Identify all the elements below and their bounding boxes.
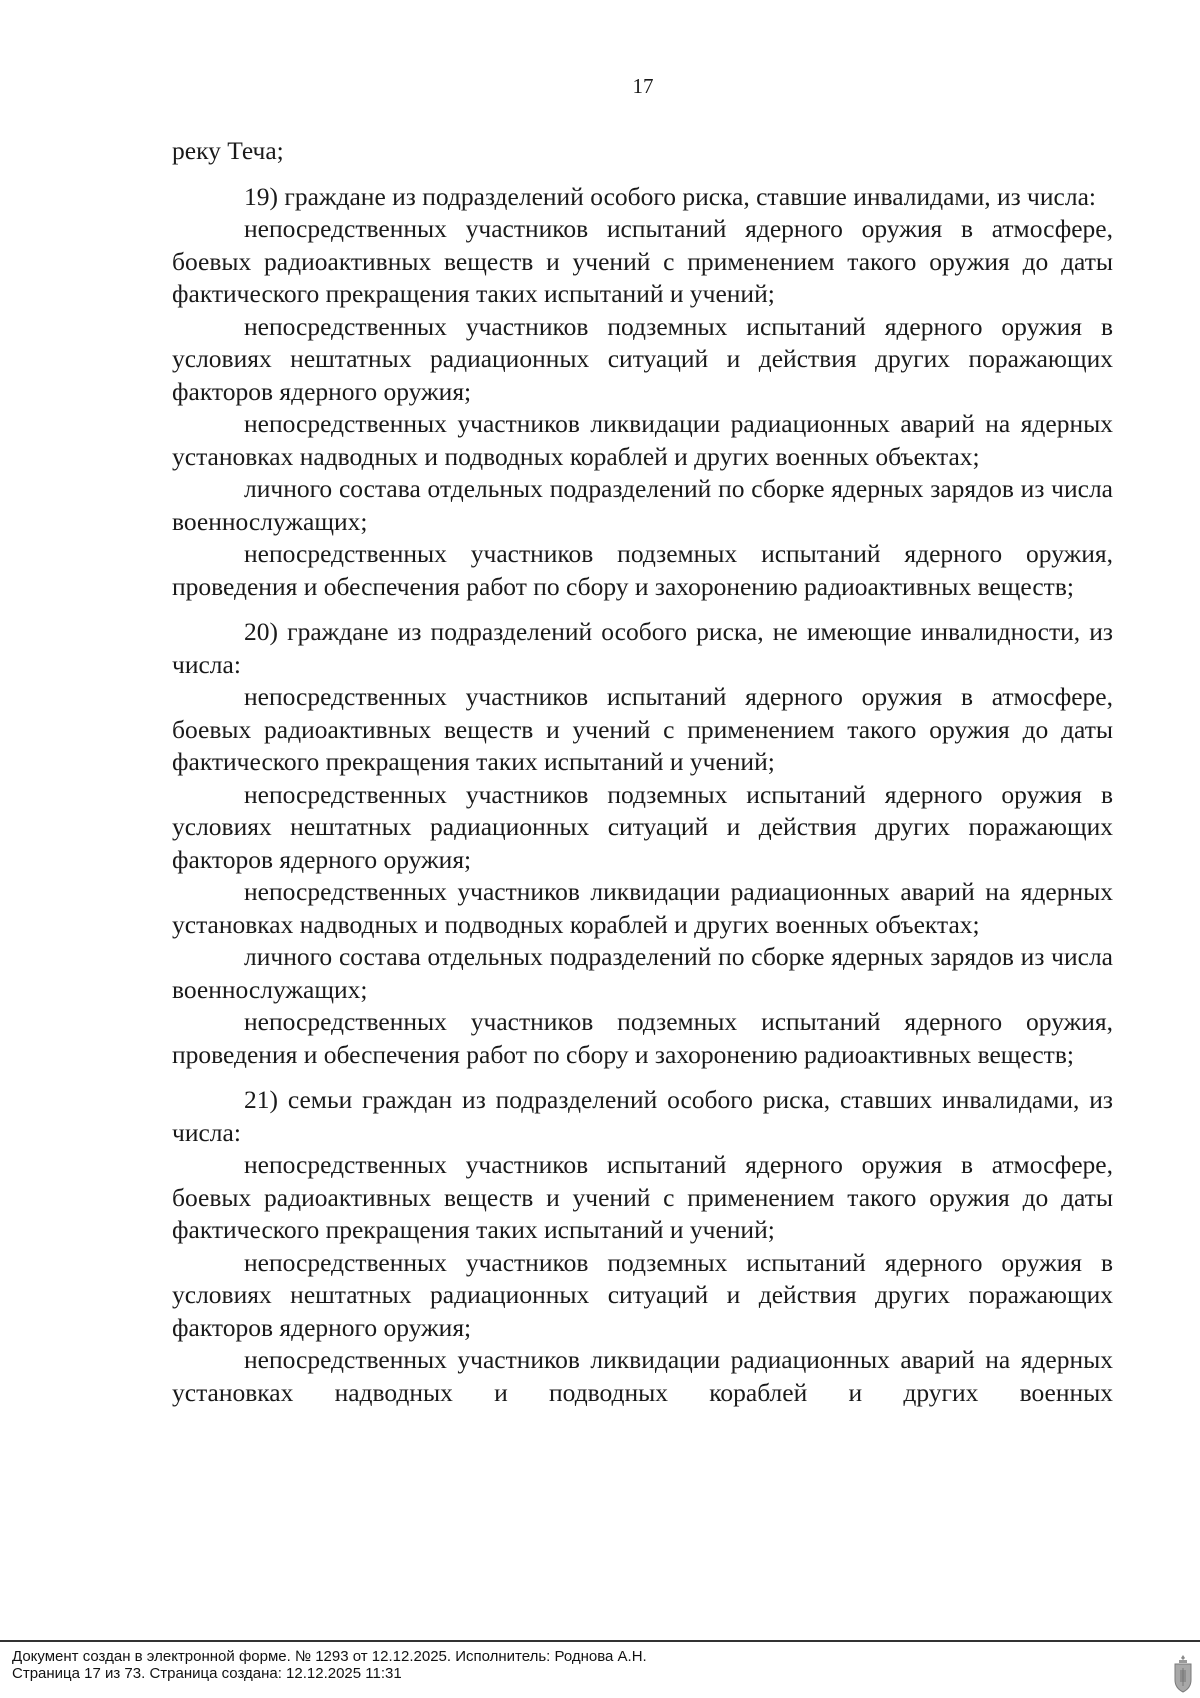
footer-document-info: Документ создан в электронной форме. № 1293 от 12.12.2025. Исполнитель: Роднова А.Н. — [12, 1648, 647, 1665]
paragraph: непосредственных участников испытаний ядерного оружия в атмосфере, боевых радиоактивных веществ и учений с применением такого оружия до даты фактического прекращения таких испытаний и учений; — [172, 682, 1113, 776]
coat-of-arms-icon — [1172, 1654, 1194, 1694]
paragraph: непосредственных участников ликвидации радиационных аварий на ядерных установках надводных и подводных кораблей и других военных объектах; — [172, 877, 1113, 939]
document-footer — [12, 1648, 1162, 1682]
paragraph: непосредственных участников подземных испытаний ядерного оружия в условиях нештатных радиационных ситуаций и действия других поражающих факторов ядерного оружия; — [172, 311, 1113, 406]
footer-page-info: Страница 17 из 73. Страница создана: 12.12.2025 11:31 — [12, 1665, 402, 1682]
paragraph: 19) граждане из подразделений особого риска, ставшие инвалидами, из числа: — [244, 181, 1096, 211]
paragraph: непосредственных участников ликвидации радиационных аварий на ядерных установках надводных и подводных кораблей и других военных объектах; — [172, 409, 1113, 471]
paragraph: непосредственных участников подземных испытаний ядерного оружия в условиях нештатных радиационных ситуаций и действия других поражающих факторов ядерного оружия; — [172, 779, 1113, 874]
paragraph: непосредственных участников подземных испытаний ядерного оружия в условиях нештатных радиационных ситуаций и действия других поражающих факторов ядерного оружия; — [172, 1247, 1113, 1342]
paragraph: непосредственных участников испытаний ядерного оружия в атмосфере, боевых радиоактивных веществ и учений с применением такого оружия до даты фактического прекращения таких испытаний и учений; — [172, 1150, 1113, 1244]
paragraph: непосредственных участников испытаний ядерного оружия в атмосфере, боевых радиоактивных веществ и учений с применением такого оружия до даты фактического прекращения таких испытаний и учений; — [172, 214, 1113, 308]
paragraph: 21) семьи граждан из подразделений особого риска, ставших инвалидами, из числа: — [172, 1085, 1113, 1147]
paragraph: личного состава отдельных подразделений по сборке ядерных зарядов из числа военнослужащих; — [172, 942, 1113, 1004]
page-number: 17 — [632, 74, 654, 98]
footer-divider — [0, 1640, 1200, 1642]
paragraph: личного состава отдельных подразделений по сборке ядерных зарядов из числа военнослужащих; — [172, 474, 1113, 536]
paragraph: непосредственных участников ликвидации радиационных аварий на ядерных установках надводных и подводных кораблей и других военных — [172, 1345, 1113, 1407]
paragraph: 20) граждане из подразделений особого риска, не имеющие инвалидности, из числа: — [172, 617, 1113, 679]
paragraph: реку Теча; — [172, 136, 284, 165]
paragraph: непосредственных участников подземных испытаний ядерного оружия, проведения и обеспечения работ по сбору и захоронению радиоактивных веществ; — [172, 539, 1113, 601]
paragraph: непосредственных участников подземных испытаний ядерного оружия, проведения и обеспечения работ по сбору и захоронению радиоактивных веществ; — [172, 1007, 1113, 1069]
document-body — [172, 135, 1113, 1409]
